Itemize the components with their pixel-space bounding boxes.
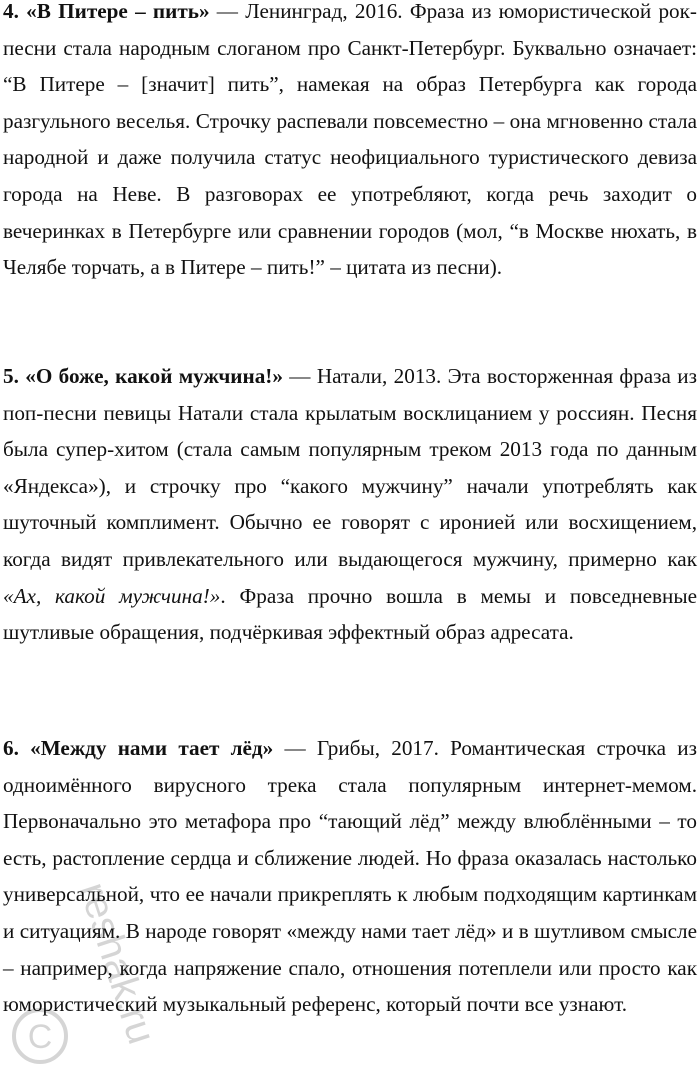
entry-5-italic-quote: «Ах, какой мужчина!» [3,583,221,608]
entry-5-text-tail: . Фраза прочно вошла в мемы и повседневные шутливые обращения, подчёркивая эффектный образ адресата. [3,583,697,645]
entry-4-paragraph [3,0,697,286]
entry-6-text: — Грибы, 2017. Романтическая строчка из одноимённого вирусного трека стала популярным интернет-мемом. Первоначально это метафора про “тающий лёд” между влюблёнными – то есть, растопление сердца и сближение людей. Но фраза оказалась настолько универсальной, что ее начали прикреплять к любым подходящим картинкам и ситуациям. В народе говорят «между нами тает лёд» и в шутливом смысле – например, когда напряжение спало, отношения потеплели или просто как юмористический музыкальный референс, который почти все узнают. [3,736,697,1017]
entry-6-paragraph [3,730,697,1023]
entry-6-heading: 6. «Между нами тает лёд» [3,736,274,760]
entry-4-text: — Ленинград, 2016. Фраза из юмористической рок-песни стала народным слоганом про Санкт-Петербург. Буквально означает: “В Питере – [значит] пить”, намекая на образ Петербурга как города разгульного веселья. Строчку распевали повсеместно – она мгновенно стала народной и даже получила статус неофициального туристического девиза города на Неве. В разговорах ее употребляют, когда речь заходит о вечеринках в Петербурге или сравнении городов (мол, “в Москве нюхать, в Челябе торчать, а в Питере – пить!” – цитата из песни). [3,0,697,280]
entry-5-paragraph [3,358,697,651]
entry-5-heading: 5. «О боже, какой мужчина!» [3,364,283,388]
entry-4-heading: 4. «В Питере – пить» [3,0,210,23]
watermark-text: reshak.ru [70,877,164,1050]
entry-5-text: — Натали, 2013. Эта восторженная фраза из поп-песни певицы Натали стала крылатым восклицанием у россиян. Песня была супер-хитом (стала самым популярным треком 2013 года по данным «Яндекса»), и строчку про “какого мужчину” начали употреблять как шуточный комплимент. Обычно ее говорят с иронией или восхищением, когда видят привлекательного или выдающегося мужчину, примерно как [3,364,697,571]
watermark-copyright-glyph: C [27,1018,53,1056]
